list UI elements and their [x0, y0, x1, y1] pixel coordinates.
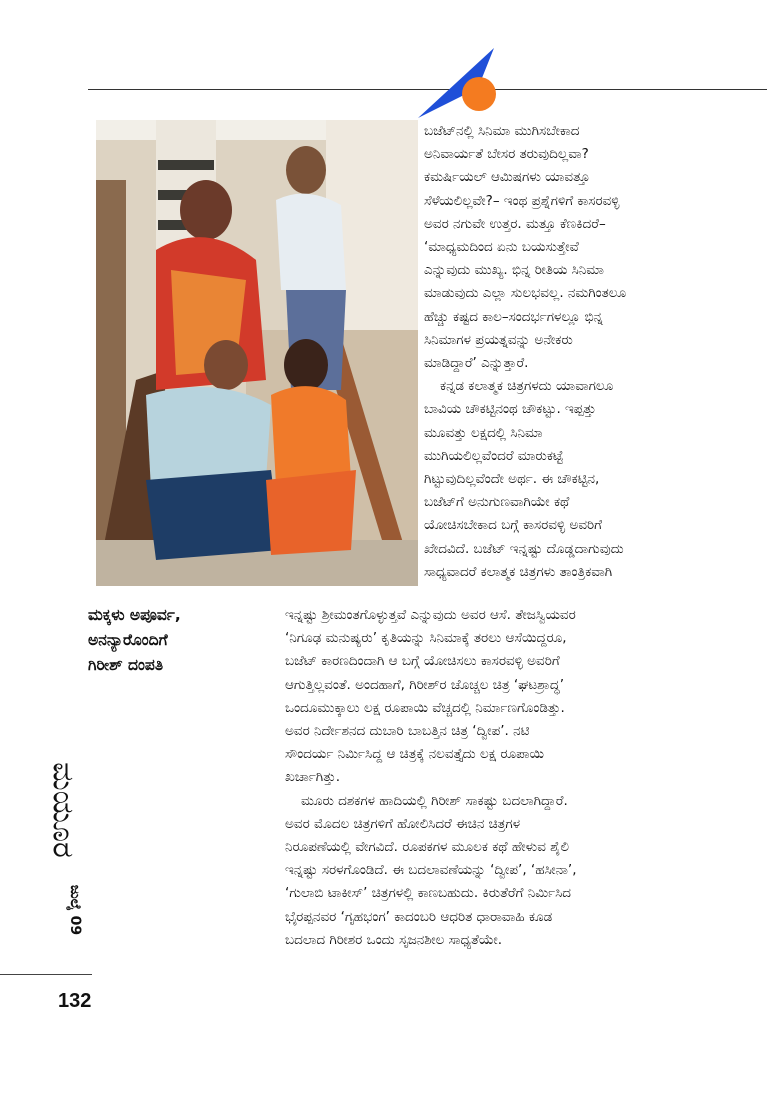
page-number: 132 [58, 990, 92, 1012]
text-line: ಅವರ ನಿರ್ದೇಶನದ ದುಬಾರಿ ಬಾಬತ್ತಿನ ಚಿತ್ರ ‘ದ್ವೀಪ’. ನಟಿ [285, 723, 530, 740]
article-column-narrow [424, 120, 754, 584]
text-line: ಮುಗಿಯಲಿಲ್ಲವೆಂದರೆ ಮಾರುಕಟ್ಟೆ [424, 447, 564, 464]
article-column-wide [285, 604, 755, 952]
issue-label-text: ಜುಲೈ 09 [67, 884, 83, 936]
text-line: ಬಾವಿಯ ಚೌಕಟ್ಟಿನಂಥ ಚೌಕಟ್ಟು. ಇಪ್ಪತ್ತು [424, 401, 597, 418]
text-line: ಬಜೆಟ್‌ಗೆ ಅನುಗುಣವಾಗಿಯೇ ಕಥೆ [424, 494, 570, 511]
orange-dot [462, 77, 496, 111]
paragraph-3 [285, 790, 755, 952]
text-line: ಎನ್ನುವುದು ಮುಖ್ಯ. ಭಿನ್ನ ರೀತಿಯ ಸಿನಿಮಾ [424, 262, 604, 279]
footer-rule [0, 974, 92, 975]
text-line: ಸಾಧ್ಯವಾದರೆ ಕಲಾತ್ಮಕ ಚಿತ್ರಗಳು ತಾಂತ್ರಿಕವಾಗಿ [424, 563, 613, 580]
text-line: ಇನ್ನಷ್ಟು ಶ್ರೀಮಂತಗೊಳ್ಳುತ್ತವೆ ಎನ್ನುವುದು ಅವರ ಆಸೆ. ತೇಜಸ್ವಿಯವರ [285, 607, 576, 623]
text-line: ಭೈರಪ್ಪನವರ ‘ಗೃಹಭಂಗ’ ಕಾದಂಬರಿ ಆಧರಿತ ಧಾರಾವಾಹಿ ಕೂಡ [285, 908, 553, 925]
header-logo-icon [418, 48, 508, 118]
text-line: ಹೆಚ್ಚು ಕಷ್ಟದ ಕಾಲ–ಸಂದರ್ಭಗಳಲ್ಲೂ ಭಿನ್ನ [424, 308, 603, 325]
text-line: ಬಜೆಟ್‌ನಲ್ಲಿ ಸಿನಿಮಾ ಮುಗಿಸಬೇಕಾದ [424, 123, 580, 139]
text-line: ಅನಿವಾರ್ಯತೆ ಬೇಸರ ತರುವುದಿಲ್ಲವಾ? [424, 146, 589, 163]
paragraph-2-start [424, 375, 754, 584]
text-line: ಅವರ ನಗುವೇ ಉತ್ತರ. ಮತ್ತೂ ಕೆಣಕಿದರೆ– [424, 215, 606, 232]
text-line: ‘ನಿಗೂಢ ಮನುಷ್ಯರು’ ಕೃತಿಯನ್ನು ಸಿನಿಮಾಕ್ಕೆ ತರಲು ಆಸೆಯಿದ್ದರೂ, [285, 630, 567, 647]
text-line: ಬಜೆಟ್ ಕಾರಣದಿಂದಾಗಿ ಆ ಬಗ್ಗೆ ಯೋಚಿಸಲು ಕಾಸರವಳ್ಳಿ ಅವರಿಗೆ [285, 653, 560, 670]
text-line: ಸೆಳೆಯಲಿಲ್ಲವೇ?– ಇಂಥ ಪ್ರಶ್ನೆಗಳಿಗೆ ಕಾಸರವಳ್ಳಿ [424, 192, 620, 209]
text-line: ಖರ್ಚಾಗಿತ್ತು. [285, 769, 341, 786]
caption-line: ಮಕ್ಕಳು ಅಪೂರ್ವ, [88, 606, 181, 624]
paragraph-1 [424, 120, 754, 375]
text-line: ಮೂವತ್ತು ಲಕ್ಷದಲ್ಲಿ ಸಿನಿಮಾ [424, 424, 543, 441]
caption-line: ಅನನ್ಯಾರೊಂದಿಗೆ [88, 631, 168, 649]
text-line: ಬದಲಾದ ಗಿರೀಶರ ಒಂದು ಸೃಜನಶೀಲ ಸಾಧ್ಯತೆಯೇ. [285, 931, 503, 948]
text-line: ಮಾಡಿದ್ದಾರೆ’ ಎನ್ನುತ್ತಾರೆ. [424, 355, 529, 372]
photo-caption [88, 603, 288, 678]
text-line: ಕನ್ನಡ ಕಲಾತ್ಮಕ ಚಿತ್ರಗಳದು ಯಾವಾಗಲೂ [440, 378, 614, 395]
text-line: ‘ಗುಲಾಬಿ ಟಾಕೀಸ್’ ಚಿತ್ರಗಳಲ್ಲಿ ಕಾಣಬಹುದು. ಕಿರುತೆರೆಗೆ ನಿರ್ಮಿಸಿದ [285, 885, 571, 902]
text-line: ಇನ್ನಷ್ಟು ಸರಳಗೊಂಡಿದೆ. ಈ ಬದಲಾವಣೆಯನ್ನು ‘ದ್ವೀಪ’, ‘ಹಸೀನಾ’, [285, 862, 577, 879]
text-line: ಸಿನಿಮಾಗಳ ಪ್ರಯತ್ನವನ್ನು ಅನೇಕರು [424, 331, 573, 348]
magazine-title-text: ಮಯೂರ [45, 762, 81, 858]
text-line: ಸೌಂದರ್ಯ ನಿರ್ಮಿಸಿದ್ದ ಆ ಚಿತ್ರಕ್ಕೆ ನಲವತ್ತೈದು ಲಕ್ಷ ರೂಪಾಯಿ [285, 746, 545, 763]
text-line: ನಿರೂಪಣೆಯಲ್ಲಿ ವೇಗವಿದೆ. ರೂಪಕಗಳ ಮೂಲಕ ಕಥೆ ಹೇಳುವ ಶೈಲಿ [285, 839, 569, 856]
text-line: ಮಾಡುವುದು ಎಲ್ಲಾ ಸುಲಭವಲ್ಲ. ನಮಗಿಂತಲೂ [424, 285, 627, 302]
text-line: ಗಿಟ್ಟುವುದಿಲ್ಲವೆಂದೇ ಅರ್ಥ. ಈ ಚೌಕಟ್ಟಿನ, [424, 471, 600, 488]
text-line: ಯೋಚಿಸಬೇಕಾದ ಬಗ್ಗೆ ಕಾಸರವಳ್ಳಿ ಅವರಿಗೆ [424, 517, 602, 534]
caption-line: ಗಿರೀಶ್ ದಂಪತಿ [88, 656, 164, 674]
family-photo-illustration [96, 120, 418, 586]
text-line: ಮೂರು ದಶಕಗಳ ಹಾದಿಯಲ್ಲಿ ಗಿರೀಶ್ ಸಾಕಷ್ಟು ಬದಲಾಗಿದ್ದಾರೆ. [301, 792, 568, 809]
issue-label [55, 860, 95, 960]
text-line: ಖೇದವಿದೆ. ಬಜೆಟ್ ಇನ್ನಷ್ಟು ದೊಡ್ಡದಾಗುವುದು [424, 540, 624, 557]
text-line: ಆಗುತ್ತಿಲ್ಲವಂತೆ. ಅಂದಹಾಗೆ, ಗಿರೀಶ್‌ರ ಚೊಚ್ಚಲ ಚಿತ್ರ ‘ಘಟಶ್ರಾದ್ಧ’ [285, 676, 565, 693]
text-line: ಅವರ ಮೊದಲ ಚಿತ್ರಗಳಿಗೆ ಹೋಲಿಸಿದರೆ ಈಚಿನ ಚಿತ್ರಗಳ [285, 815, 521, 832]
paragraph-2-continued [285, 604, 755, 790]
text-line: ಕಮರ್ಷಿಯಲ್ ಆಮಿಷಗಳು ಯಾವತ್ತೂ [424, 169, 590, 186]
text-line: ಒಂದೂಮುಕ್ಕಾಲು ಲಕ್ಷ ರೂಪಾಯಿ ವೆಚ್ಚದಲ್ಲಿ ನಿರ್ಮಾಣಗೊಂಡಿತ್ತು. [285, 699, 565, 716]
magazine-title [43, 762, 83, 858]
family-photo [96, 120, 418, 586]
text-line: ‘ಮಾಧ್ಯಮದಿಂದ ಏನು ಬಯಸುತ್ತೇವೆ [424, 239, 579, 256]
